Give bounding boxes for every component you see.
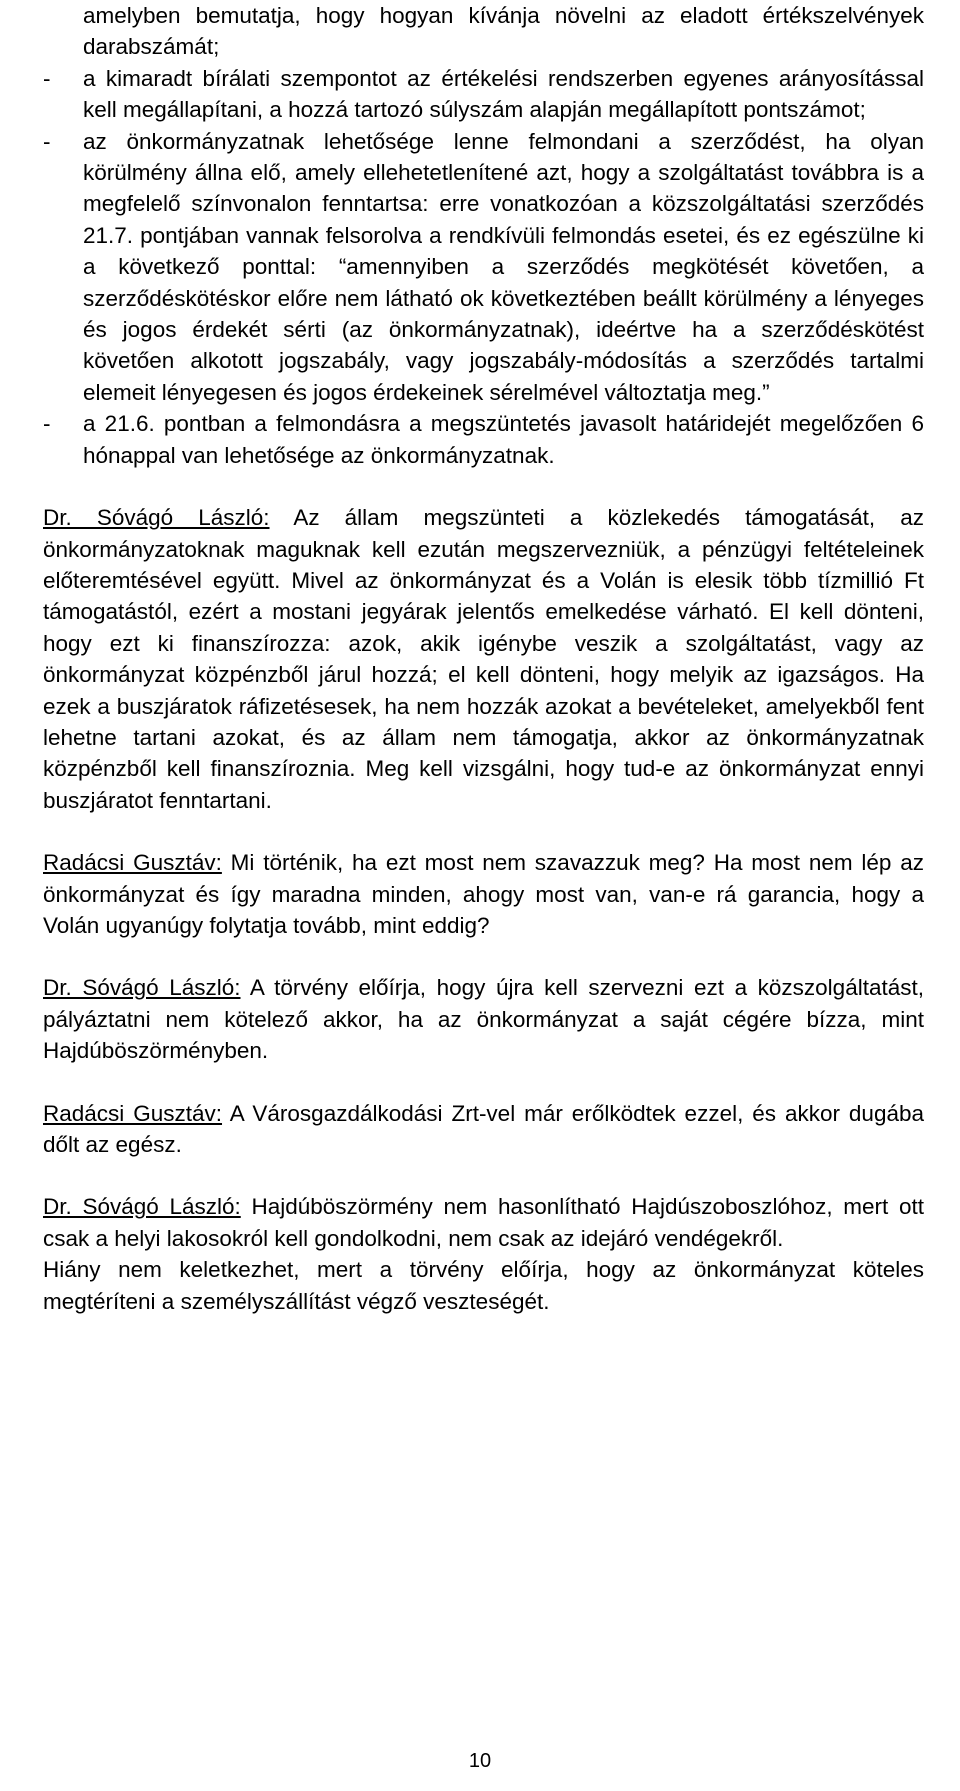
list-continuation [43,0,924,63]
continued-text: amelyben bemutatja, hogy hogyan kívánja növelni az eladott értékszelvények darabszámát; [83,3,924,60]
list-item [43,408,924,471]
list-item [43,126,924,409]
spacer [43,816,924,847]
speech-text: Hajdúböszörmény nem hasonlítható Hajdúszoboszlóhoz, mert ott csak a helyi lakosokról kell gondolkodni, nem csak az idejáró vendégekről. [43,1194,924,1251]
document-page [43,0,924,1317]
list-item [43,63,924,126]
closing-text: Hiány nem keletkezhet, mert a törvény előírja, hogy az önkormányzat köteles megtéríteni a személyszállítást végző veszteségét. [43,1257,924,1314]
spacer [43,471,924,502]
closing-paragraph [43,1254,924,1317]
spacer [43,941,924,972]
speaker-paragraph [43,502,924,816]
speech-text: A törvény előírja, hogy újra kell szervezni ezt a közszolgáltatást, pályáztatni nem kötelező akkor, ha az önkormányzat a saját cégére bízza, mint Hajdúböszörményben. [43,975,924,1064]
dash-marker: - [43,65,51,91]
speaker-paragraph [43,1191,924,1254]
speaker-name: Dr. Sóvágó László: [43,975,241,1001]
dash-marker: - [43,128,51,154]
speaker-name: Dr. Sóvágó László: [43,1194,241,1220]
list-item-text: az önkormányzatnak lehetősége lenne felmondani a szerződést, ha olyan körülmény állna elő, amely ellehetetlenítené azt, hogy a szolgáltatást továbbra is a megfelelő színvonalon fenntartsa: erre vonatkozóan a közszolgáltatási szerződés 21.7. pontjában vannak felsorolva a rendkívüli felmondás esetei, és ez egészülne ki a következő ponttal: “amennyiben a szerződés megkötését követően, a szerződéskötéskor előre nem látható ok következtében beállt körülmény a lényeges és jogos érdekét sérti (az önkormányzatnak), ideértve ha a szerződéskötést követően alkotott jogszabály, vagy jogszabály-módosítás a szerződés tartalmi elemeit lényegesen és jogos érdekeinek sérelmével változtatja meg.” [83,128,924,405]
speaker-paragraph [43,847,924,941]
speaker-paragraph [43,1098,924,1161]
spacer [43,1160,924,1191]
page-number: 10 [468,1750,492,1772]
speaker-name: Dr. Sóvágó László: [43,505,270,531]
speaker-paragraph [43,972,924,1066]
speech-text: Az állam megszünteti a közlekedés támogatását, az önkormányzatoknak maguknak kell ezután megszervezniük, a pénzügyi feltételeinek előteremtésével együtt. Mivel az önkormányzat és a Volán is elesik több tízmillió Ft támogatástól, ezért a mostani jegyárak jelentős emelkedése várható. El kell dönteni, hogy ezt ki finanszírozza: azok, akik igénybe veszik a szolgáltatást, vagy az önkormányzat közpénzből járul hozzá; el kell dönteni, hogy melyik az igazságos. Ha ezek a buszjáratok ráfizetésesek, ha nem hozzák azokat a bevételeket, amelyekből fent lehetne tartani azokat, és az állam nem támogatja, akkor az önkormányzatnak közpénzből kell finanszíroznia. Meg kell vizsgálni, hogy tud-e az önkormányzat ennyi buszjáratot fenntartani. [43,505,924,813]
speech-text: A Városgazdálkodási Zrt-vel már erőlködtek ezzel, és akkor dugába dőlt az egész. [43,1100,924,1157]
list-item-text: a 21.6. pontban a felmondásra a megszüntetés javasolt határidejét megelőzően 6 hónappal van lehetősége az önkormányzatnak. [83,411,924,468]
dash-marker: - [43,411,51,437]
speaker-name: Radácsi Gusztáv: [43,1100,223,1126]
list-item-text: a kimaradt bírálati szempontot az értékelési rendszerben egyenes arányosítással kell megállapítani, a hozzá tartozó súlyszám alapján megállapított pontszámot; [83,65,924,123]
speaker-name: Radácsi Gusztáv: [43,850,222,876]
speech-text: Mi történik, ha ezt most nem szavazzuk meg? Ha most nem lép az önkormányzat és így maradna minden, ahogy most van, van-e rá garancia, hogy a Volán ugyanúgy folytatja tovább, mint eddig? [43,850,924,938]
spacer [43,1067,924,1098]
